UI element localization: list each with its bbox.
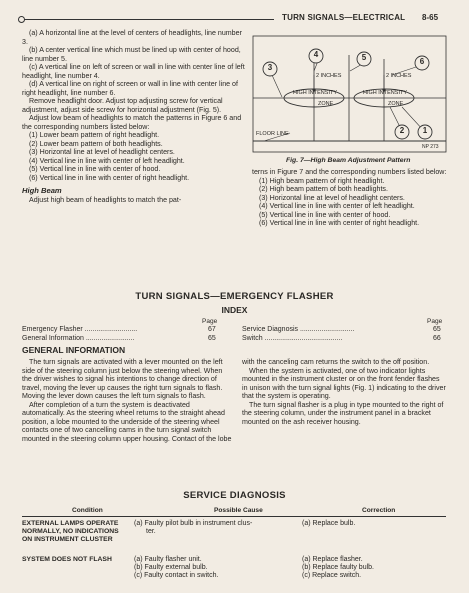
callout-5: 5 xyxy=(361,53,367,62)
paragraph: Remove headlight door. Adjust top adjusting screw for vertical adjustment, adjust side screw for horizontal adjustment (Fig. 5). xyxy=(22,97,223,114)
header-circle-mark xyxy=(18,16,25,23)
column-header-correction: Correction xyxy=(362,507,396,514)
callout-1: 1 xyxy=(422,126,428,135)
list-item: (2) Lower beam pattern of both headlights. xyxy=(29,139,163,148)
paragraph: terns in Figure 7 and the corresponding numbers listed below: xyxy=(252,168,447,176)
callout-2: 2 xyxy=(399,126,405,135)
index-entry[interactable] xyxy=(242,335,342,344)
general-info-right xyxy=(242,358,447,426)
correction-line: (a) Replace flasher. xyxy=(302,556,363,563)
cause-line: (a) Faulty pilot bulb in instrument clus- xyxy=(134,520,253,527)
label-high-intensity-left: HIGH INTENSITY xyxy=(293,90,338,96)
label-2-inches-left: 2 INCHES xyxy=(316,73,342,79)
label-high-intensity-right: HIGH INTENSITY xyxy=(363,90,408,96)
index-entry-page: 66 xyxy=(433,335,441,342)
paragraph: (d) A vertical line on right of screen or wall in line with center line of right headlight, line number 6. xyxy=(22,80,238,97)
figure-code: NP 273 xyxy=(422,144,439,150)
index-leader-dots: ........................... xyxy=(82,326,138,333)
label-floor-line: FLOOR LINE xyxy=(256,131,289,137)
column-header-condition: Condition xyxy=(72,507,103,514)
label-zone-left: ZONE xyxy=(318,101,334,107)
cause-line: (a) Faulty flasher unit. xyxy=(134,556,202,563)
index-leader-dots: ........................................ xyxy=(262,335,343,342)
list-item: (4) Vertical line in line with center of left headlight. xyxy=(29,156,185,165)
index-title: INDEX xyxy=(221,305,248,315)
service-diagnosis-title: SERVICE DIAGNOSIS xyxy=(183,490,286,501)
page-column-label-right: Page xyxy=(427,318,443,325)
right-column xyxy=(252,168,447,228)
list-item: (4) Vertical line in line with center of left headlight. xyxy=(259,202,415,210)
label-zone-right: ZONE xyxy=(388,101,404,107)
paragraph: Adjust high beam of headlights to match the pat- xyxy=(29,195,182,204)
list-item: (2) High beam pattern of both headlights. xyxy=(259,185,388,193)
cause-line: (c) Faulty contact in switch. xyxy=(134,572,219,579)
paragraph: After completion of a turn the system is deactivated automatically. As the steering wheel returns to the straight ahead position, a lobe mounted to the underside of the steering wheel contacts one of two cancelling cams in the turn signal switch mounted in the steering column upper housing. Contact of the lobe xyxy=(22,400,232,443)
page-column-label-left: Page xyxy=(202,318,218,325)
index-entry-name: Service Diagnosis xyxy=(242,326,299,333)
paragraph: with the canceling cam returns the switch to the off position. xyxy=(242,358,430,366)
list-item: (6) Vertical line in line with center of right headlight. xyxy=(259,219,420,227)
page-number: 8-65 xyxy=(422,13,439,22)
index-entry[interactable] xyxy=(242,326,354,335)
index-entry-page: 65 xyxy=(208,335,216,342)
high-beam-heading: High Beam xyxy=(22,186,62,195)
index-entry[interactable] xyxy=(22,335,134,344)
list-item: (6) Vertical line in line with center of right headlight. xyxy=(29,173,190,182)
list-item: (3) Horizontal line at level of headlight centers. xyxy=(259,193,405,202)
header-rule xyxy=(22,19,274,20)
general-info-left xyxy=(22,358,234,443)
high-beam-figure xyxy=(252,35,447,153)
index-entry[interactable] xyxy=(22,326,137,335)
callout-4: 4 xyxy=(313,50,319,59)
general-information-title: GENERAL INFORMATION xyxy=(22,345,126,355)
cause-line: (b) Faulty external bulb. xyxy=(134,564,208,571)
index-entry-name: Emergency Flasher xyxy=(22,326,83,333)
correction-line: (a) Replace bulb. xyxy=(302,520,356,527)
paragraph: (a) A horizontal line at the level of centers of headlights, line number 3. xyxy=(22,29,242,46)
section-title: TURN SIGNALS—EMERGENCY FLASHER xyxy=(135,291,334,302)
cause-cell xyxy=(134,520,304,536)
index-entry-page: 67 xyxy=(208,326,216,333)
list-item: (1) High beam pattern of right headlight. xyxy=(259,176,385,185)
paragraph: The turn signals are activated with a lever mounted on the left side of the steering column just below the steering wheel. When the driver wishes to signal his intentions to change direction of travel, moving the lever up causes the right turn signals to flash. Moving the lever down causes the left turn signals to flash. xyxy=(22,358,223,400)
callout-3: 3 xyxy=(267,63,273,72)
condition-cell: SYSTEM DOES NOT FLASH xyxy=(22,556,112,563)
table-header-rule xyxy=(22,516,446,517)
index-leader-dots: ............................ xyxy=(298,326,355,333)
callout-6: 6 xyxy=(419,57,425,66)
list-item: (5) Vertical line in line with center of hood. xyxy=(259,210,391,219)
index-entry-name: General Information xyxy=(22,335,84,342)
list-item: (5) Vertical line in line with center of hood. xyxy=(29,165,161,173)
paragraph: (c) A vertical line on left of screen or wall in line with center line of left headlight, line number 4. xyxy=(22,63,245,80)
index-leader-dots: ......................... xyxy=(83,335,135,342)
header-title: TURN SIGNALS—ELECTRICAL xyxy=(282,13,406,22)
paragraph: When the system is activated, one of two indicator lights mounted in the instrument cluster or on the front fender flashes in unison with the turn signal lights (Fig. 1) indicating to the driver that the system is operating. xyxy=(242,366,446,400)
cause-cell xyxy=(134,556,304,580)
index-entry-name: Switch xyxy=(242,335,263,342)
label-2-inches-right: 2 INCHES xyxy=(386,73,412,79)
correction-line: (b) Replace faulty bulb. xyxy=(302,564,374,571)
correction-line: (c) Replace switch. xyxy=(302,572,362,579)
paragraph: (b) A center vertical line which must be lined up with center of hood, line number 5. xyxy=(22,46,241,63)
correction-cell xyxy=(302,520,442,528)
index-entry-page: 65 xyxy=(433,326,441,333)
paragraph: Adjust low beam of headlights to match the patterns in Figure 6 and the corresponding numbers listed below: xyxy=(22,114,242,131)
cause-line: ter. xyxy=(146,528,156,535)
correction-cell xyxy=(302,556,442,580)
left-column xyxy=(22,29,247,204)
list-item: (3) Horizontal line at level of headlight centers. xyxy=(29,148,175,156)
list-item: (1) Lower beam pattern of right headlight. xyxy=(29,131,160,139)
paragraph: The turn signal flasher is a plug in type mounted to the right of the steering column, under the instrument panel in a bracket mounted on the ash receiver housing. xyxy=(242,400,444,426)
figure-caption: Fig. 7—High Beam Adjustment Pattern xyxy=(286,157,411,164)
column-header-possible-cause: Possible Cause xyxy=(214,507,263,514)
condition-cell: EXTERNAL LAMPS OPERATE NORMALLY, NO INDICATIONS ON INSTRUMENT CLUSTER xyxy=(22,520,119,543)
